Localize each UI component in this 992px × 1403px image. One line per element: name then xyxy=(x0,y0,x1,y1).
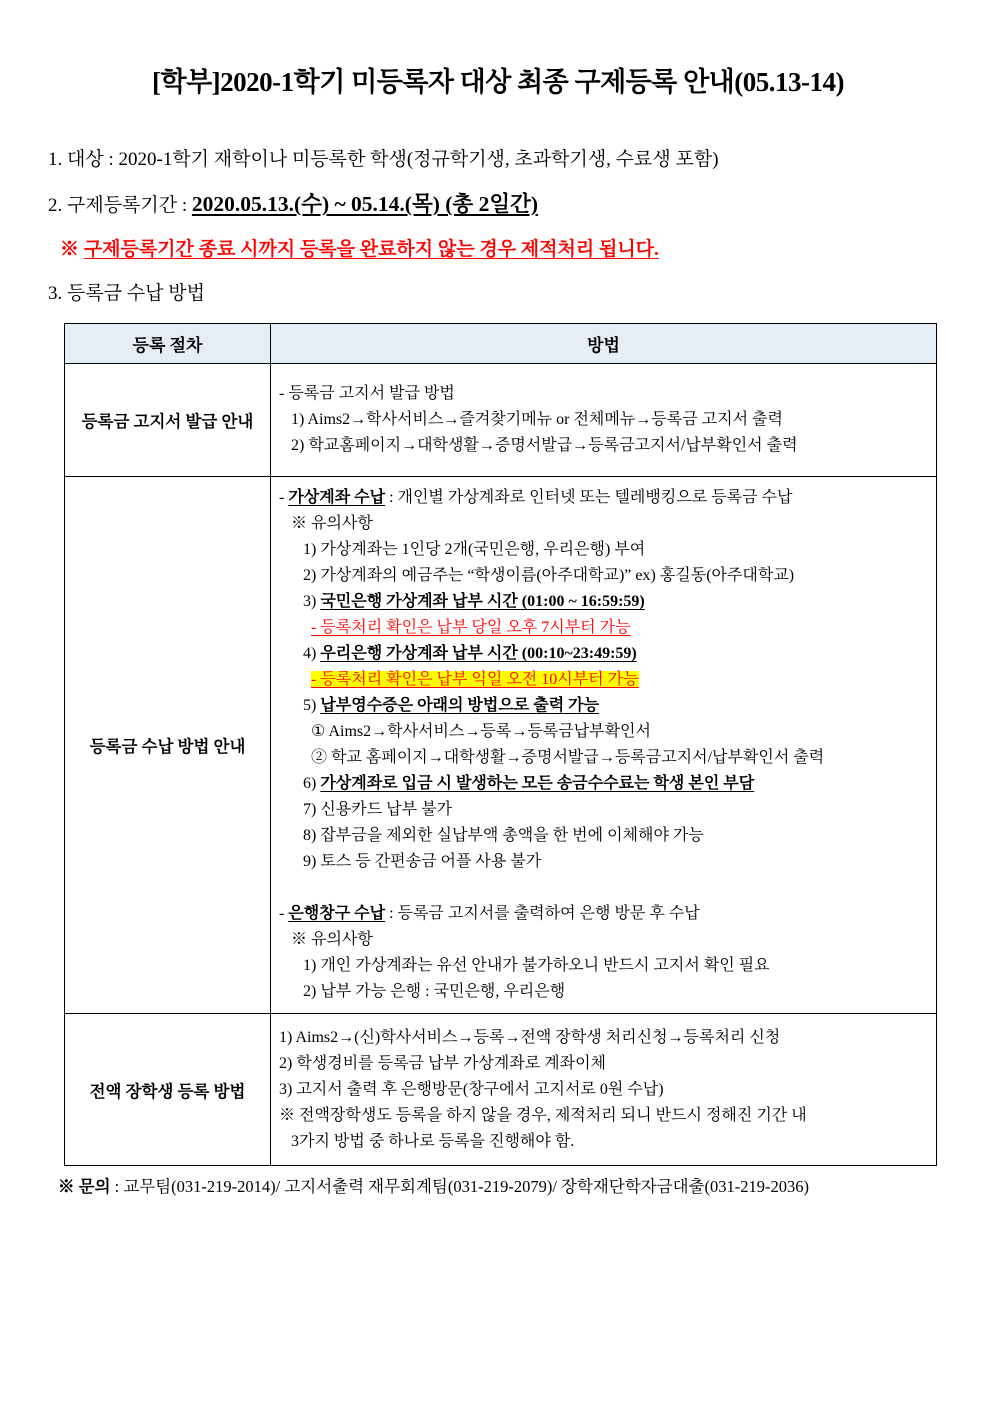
text-segment: 9) 토스 등 간편송금 어플 사용 불가 xyxy=(303,853,542,870)
text-segment: 7) 신용카드 납부 불가 xyxy=(303,801,452,818)
text-line xyxy=(279,927,928,953)
text-segment: - xyxy=(279,489,289,506)
text-line xyxy=(279,953,928,979)
text-segment: ※ 유의사항 xyxy=(291,515,373,532)
text-segment: - 등록처리 확인은 납부 익일 오전 10시부터 가능 xyxy=(311,671,639,688)
item-method xyxy=(48,279,948,309)
text-line xyxy=(279,563,928,589)
procedure-cell: 등록금 고지서 발급 안내 xyxy=(65,364,271,477)
text-segment: 5) xyxy=(303,697,321,714)
intro-section xyxy=(48,145,948,309)
text-line xyxy=(279,901,928,927)
header-row xyxy=(65,324,937,364)
text-segment: 3가지 방법 중 하나로 등록을 진행해야 함. xyxy=(291,1132,575,1150)
text-line xyxy=(279,979,928,1005)
text-line xyxy=(279,745,928,771)
text-segment: 1) 개인 가상계좌는 유선 안내가 불가하오니 반드시 고지서 확인 필요 xyxy=(303,957,770,974)
procedure-cell: 등록금 수납 방법 안내 xyxy=(65,477,271,1014)
text-segment: 8) 잡부금을 제외한 실납부액 총액을 한 번에 이체해야 가능 xyxy=(303,827,704,844)
text-segment: ※ xyxy=(58,1177,79,1196)
item-target xyxy=(48,145,948,175)
text-segment: - xyxy=(279,905,289,922)
text-segment: ※ 전액장학생도 등록을 하지 않을 경우, 제적처리 되니 반드시 정해진 기간 내 xyxy=(279,1106,807,1124)
text-line xyxy=(279,485,928,511)
text-segment: : 개인별 가상계좌로 인터넷 또는 텔레뱅킹으로 등록금 수납 xyxy=(385,489,793,506)
text-line xyxy=(279,381,928,407)
text-segment: 2) 학생경비를 등록금 납부 가상계좌로 계좌이체 xyxy=(279,1054,606,1072)
text-segment: ※ xyxy=(60,239,84,260)
method-cell xyxy=(271,364,937,477)
text-line xyxy=(279,719,928,745)
text-line xyxy=(279,537,928,563)
text-segment: 문의 xyxy=(78,1177,111,1196)
col-header-method: 방법 xyxy=(271,324,937,364)
text-segment: 3) xyxy=(303,593,321,610)
text-segment: 3. 등록금 수납 방법 xyxy=(48,283,205,304)
registration-table xyxy=(64,323,937,1166)
text-line xyxy=(279,667,928,693)
text-segment: ① Aims2→학사서비스→등록→등록금납부확인서 xyxy=(311,723,651,740)
text-line xyxy=(279,615,928,641)
warning-note xyxy=(48,235,948,265)
item-period xyxy=(48,189,948,221)
text-line xyxy=(279,875,928,901)
text-line xyxy=(279,797,928,823)
text-line xyxy=(279,1077,928,1103)
text-segment: 우리은행 가상계좌 납부 시간 (00:10~23:49:59) xyxy=(320,645,637,662)
text-segment: 2) 납부 가능 은행 : 국민은행, 우리은행 xyxy=(303,983,566,1000)
text-segment: : 등록금 고지서를 출력하여 은행 방문 후 수납 xyxy=(385,905,700,922)
text-line xyxy=(279,849,928,875)
table-row xyxy=(65,1014,937,1166)
text-segment: - 등록처리 확인은 납부 당일 오후 7시부터 가능 xyxy=(311,619,631,636)
text-line xyxy=(279,641,928,667)
method-cell xyxy=(271,1014,937,1166)
text-line xyxy=(279,1051,928,1077)
text-segment: 1) 가상계좌는 1인당 2개(국민은행, 우리은행) 부여 xyxy=(303,541,646,558)
text-segment: 2) 학교홈페이지→대학생활→증명서발급→등록금고지서/납부확인서 출력 xyxy=(291,437,798,454)
text-segment: - 등록금 고지서 발급 방법 xyxy=(279,385,455,402)
text-line xyxy=(279,407,928,433)
text-line xyxy=(279,511,928,537)
text-segment: 2020.05.13.(수) ~ 05.14.(목) (총 2일간) xyxy=(191,192,539,216)
text-segment: 가상계좌 수납 xyxy=(288,489,386,506)
table-body xyxy=(65,364,937,1166)
table-row xyxy=(65,477,937,1014)
contact-line xyxy=(58,1173,948,1197)
text-line xyxy=(279,589,928,615)
text-segment: 납부영수증은 아래의 방법으로 출력 가능 xyxy=(320,697,600,714)
text-segment: ② 학교 홈페이지→대학생활→증명서발급→등록금고지서/납부확인서 출력 xyxy=(311,749,825,766)
text-line xyxy=(279,1103,928,1129)
text-segment: 국민은행 가상계좌 납부 시간 (01:00 ~ 16:59:59) xyxy=(320,593,645,610)
method-cell xyxy=(271,477,937,1014)
text-line xyxy=(279,1025,928,1051)
page-title: [학부]2020-1학기 미등록자 대상 최종 구제등록 안내(05.13-14) xyxy=(152,67,844,97)
text-segment: 4) xyxy=(303,645,321,662)
text-line xyxy=(279,1129,928,1155)
text-segment: 은행창구 수납 xyxy=(288,905,386,922)
text-segment: 구제등록기간 종료 시까지 등록을 완료하지 않는 경우 제적처리 됩니다. xyxy=(83,239,659,260)
text-segment: 1) Aims2→학사서비스→즐겨찾기메뉴 or 전체메뉴→등록금 고지서 출력 xyxy=(291,411,783,428)
table-header xyxy=(65,324,937,364)
text-segment: 6) xyxy=(303,775,321,792)
text-segment: 1) Aims2→(신)학사서비스→등록→전액 장학생 처리신청→등록처리 신청 xyxy=(279,1028,781,1046)
procedure-cell: 전액 장학생 등록 방법 xyxy=(65,1014,271,1166)
text-line xyxy=(279,823,928,849)
text-line xyxy=(279,433,928,459)
table-row xyxy=(65,364,937,477)
text-segment: 3) 고지서 출력 후 은행방문(창구에서 고지서로 0원 수납) xyxy=(279,1080,664,1098)
text-segment: 가상계좌로 입금 시 발생하는 모든 송금수수료는 학생 본인 부담 xyxy=(320,775,755,792)
col-header-procedure: 등록 절차 xyxy=(65,324,271,364)
text-line xyxy=(279,693,928,719)
text-segment: 2) 가상계좌의 예금주는 “학생이름(아주대학교)” ex) 홍길동(아주대학교) xyxy=(303,567,795,584)
text-line xyxy=(279,771,928,797)
text-segment: 2. 구제등록기간 : xyxy=(48,195,192,216)
text-segment: 1. 대상 : 2020-1학기 재학이나 미등록한 학생(정규학기생, 초과학기생, 수료생 포함) xyxy=(48,149,719,170)
text-segment: ※ 유의사항 xyxy=(291,931,373,948)
contact-footer xyxy=(58,1173,948,1197)
text-segment: : 교무팀(031-219-2014)/ 고지서출력 재무회계팀(031-219-2079)/ 장학재단학자금대출(031-219-2036) xyxy=(110,1177,809,1196)
